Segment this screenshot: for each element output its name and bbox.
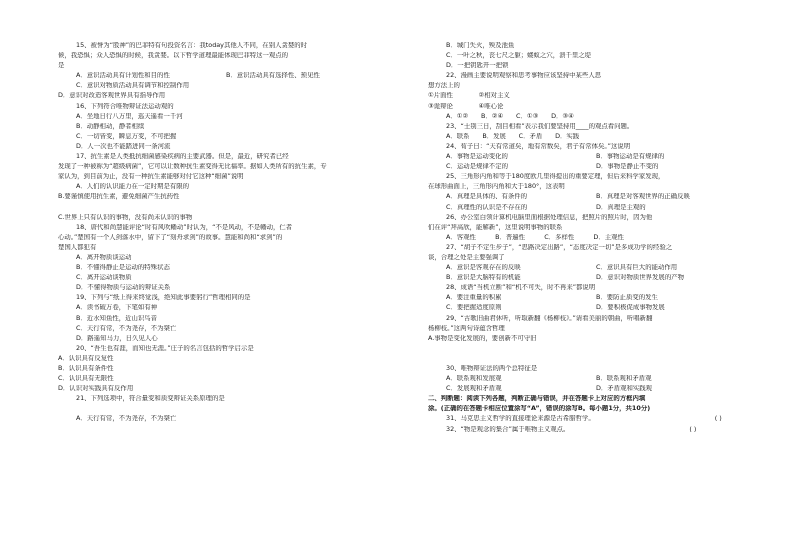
option-text: D．矛盾观和实践观 <box>596 385 653 393</box>
option-text: C．运动是规律不定的 <box>446 163 508 171</box>
left-line <box>58 214 410 224</box>
line-text: 想方法上的 <box>428 82 460 90</box>
right-line <box>428 264 778 274</box>
line-text: 发现了一种被称为“超级病菌”，它可以让数种抗生素变得无比福率。据如人类所有的抗生素，专 <box>58 163 327 171</box>
line-text: 16、下列符合唯物辩证法运动观的 <box>76 102 174 110</box>
right-line <box>428 123 778 133</box>
right-line <box>428 415 778 425</box>
left-line <box>58 355 410 365</box>
option-text: B．真理是对客观世界的正确反映 <box>596 193 690 201</box>
right-line <box>428 254 778 264</box>
left-line <box>58 113 410 123</box>
line-text: B．近水知鱼性，近山识鸟音 <box>76 314 158 322</box>
line-text: D．一把钥匙开一把锁 <box>446 62 509 70</box>
line-text: 24、荀子曰：“天有常道矣，地有常数矣，君子有常体矣。”这说明 <box>446 142 631 150</box>
option-text: A．要注重量的积累 <box>446 294 502 302</box>
line-text: 22、漫画主要说明观察和思考事物应该坚持中某些人思 <box>446 72 602 80</box>
line-text: 19、下列与“纸上得来终觉浅，绝知此事要躬行”哲理相同的是 <box>76 294 251 302</box>
right-line <box>428 335 778 345</box>
left-line <box>58 153 410 163</box>
right-line <box>428 395 778 405</box>
line-text: C.世界上只有认识的事物，没有尚未认识的事物 <box>58 213 193 221</box>
line-text: 家认为，到目前为止，没有一种抗生素能够对付它这种“细菌”说明 <box>58 173 244 181</box>
right-line <box>428 204 778 214</box>
line-text: 15、被誉为“股神”的巴菲特有句投资名言：我today其他人不同，在别人贪婪的时 <box>76 42 308 49</box>
right-line <box>428 183 778 193</box>
right-line <box>428 133 778 143</box>
left-line <box>58 254 410 264</box>
right-line <box>428 234 778 244</box>
right-line <box>428 284 778 294</box>
option-text: C．意识具有巨大的能动作用 <box>596 264 678 272</box>
left-line <box>58 315 410 325</box>
right-line <box>428 325 778 335</box>
line-text: C．天行有常，不为尧存，不为桀亡 <box>76 324 177 332</box>
left-line <box>58 143 410 153</box>
right-line <box>428 274 778 284</box>
left-line <box>58 375 410 385</box>
left-line <box>58 72 410 82</box>
line-text: D．人一次也不能踏进同一条河流 <box>76 142 171 150</box>
option-text: D．意识对物质世界发展的产物 <box>596 274 684 282</box>
line-text: A．联系 B．发展 C．矛盾 D．实践 <box>446 132 580 140</box>
left-line <box>58 405 410 415</box>
right-line <box>428 193 778 203</box>
line-text: ①片面性 ②相对主义 <box>428 92 510 100</box>
left-line <box>58 52 410 62</box>
left-line <box>58 163 410 173</box>
right-line <box>428 375 778 385</box>
left-line <box>58 133 410 143</box>
left-line <box>58 224 410 234</box>
left-line <box>58 325 410 335</box>
line-text: 楚国人都犯有 <box>58 243 97 251</box>
line-text: B．不懂得静止是运动的特殊状态 <box>76 264 170 272</box>
line-text: C．离开运动谈物质 <box>76 274 132 282</box>
line-text: A．①② B．②④ C．①③ D．③④ <box>446 112 574 120</box>
right-line <box>428 92 778 102</box>
line-text: D．意识对改造客观世界具有指导作用 <box>58 92 166 100</box>
line-text: A．读书破万卷，下笔如有神 <box>76 304 158 312</box>
left-line <box>58 103 410 113</box>
right-line <box>428 405 778 415</box>
line-text: 18、唐代和尚慧能评论“时有风吹幡动”时认为，“不是风动，不是幡动，仁者 <box>76 223 293 231</box>
left-line <box>58 395 410 405</box>
line-text: 们在评“拜高欣，能解新”，这里说明事物的联系 <box>428 223 563 231</box>
option-text: C．发展观和矛盾观 <box>446 385 502 393</box>
right-line <box>428 244 778 254</box>
option-text: B．事物运动是有规律的 <box>596 153 665 161</box>
line-text: 29、“古歌旧曲君休听，听取新翻《杨柳枝》。”请看美丽的朝曲，听唱新翻 <box>446 314 653 322</box>
left-column <box>58 42 410 426</box>
left-line <box>58 415 410 425</box>
option-text: A．事物是运动变化的 <box>446 153 508 161</box>
right-line <box>428 304 778 314</box>
right-line <box>428 113 778 123</box>
line-text: 17、抗生素是人类抵抗细菌感染疾病的主要武器。但是，最近，研究者已经 <box>76 153 289 161</box>
left-line <box>58 365 410 375</box>
left-line <box>58 234 410 244</box>
right-line <box>428 345 778 355</box>
left-line <box>58 335 410 345</box>
right-line <box>428 82 778 92</box>
option-text: B．意识活动具有选择性、预见性 <box>226 72 320 80</box>
line-text: D．不懂得物质与运动的辩证关系 <box>76 284 171 292</box>
right-line <box>428 153 778 163</box>
line-text: 31、马克思主义哲学的直接理论来源是古希腊哲学。 <box>446 415 595 423</box>
option-text: C．要把握适度原则 <box>446 304 502 312</box>
line-text: 30、唯物辩证法的两个总特征是 <box>446 365 538 372</box>
line-text: ③诡辩论 ④唯心论 <box>428 102 504 110</box>
line-text: A．天行有常，不为尧存，不为桀亡 <box>76 415 177 423</box>
left-line <box>58 345 410 355</box>
line-text: C．一切皆变，瞬息万变，不可把握 <box>76 132 177 140</box>
option-text: D．要积极促成事物发展 <box>596 304 665 312</box>
left-line <box>58 385 410 395</box>
line-text: B.要谨慎使用抗生素，避免细菌产生抗药性 <box>58 193 180 201</box>
line-text: A．客观性 B．普遍性 C．多样性 D．主观性 <box>446 233 624 241</box>
right-line <box>428 62 778 72</box>
line-text: 是 <box>58 62 65 70</box>
line-text: 28、成语“当机立断”和“机不可失，时不再来”都说明 <box>446 284 596 292</box>
right-line <box>428 224 778 234</box>
line-text: 23、“士别三日，刮目相看”表示我们要坚持用____的观点看问题。 <box>446 122 634 130</box>
left-line <box>58 204 410 214</box>
line-text: 杨柳枝。”这两句诗蕴含哲理 <box>428 324 505 332</box>
line-text: D．路遥知马力，日久见人心 <box>76 334 158 342</box>
line-text: 涂。(正确的在答题卡相应位置涂写“A”，错误的涂写B。每小题1分，共10分) <box>428 405 651 413</box>
left-line <box>58 274 410 284</box>
line-text: 26、办公室白领计算机电脑里面根据处理信息，把照片的照片时，因为他 <box>446 213 653 221</box>
right-line <box>428 173 778 183</box>
line-text: 20、“吾生也有涯，而知也无涯。”庄子的名言包括的哲学启示是 <box>76 344 254 352</box>
line-text: 心动。”楚国有一个人剑落水中，留下了“刻舟求剑”的故事。慧能和尚和“求剑”的 <box>58 233 283 241</box>
right-line <box>428 214 778 224</box>
line-text: C．认识具有无限性 <box>58 375 114 383</box>
line-text: A．坐地日行八万里，巡天遥看一千河 <box>76 112 183 120</box>
left-line <box>58 183 410 193</box>
line-text: C．意识对物质活动具有调节和控制作用 <box>76 82 190 90</box>
left-line <box>58 92 410 102</box>
line-text: B．认识具有条件性 <box>58 365 114 372</box>
right-line <box>428 52 778 62</box>
left-line <box>58 123 410 133</box>
right-line <box>428 426 778 436</box>
right-line <box>428 143 778 153</box>
option-text: A．真理是具体的、有条件的 <box>446 193 528 201</box>
right-line <box>428 365 778 375</box>
line-text: A．离开物质谈运动 <box>76 253 132 261</box>
line-text: A．人们的认识能力在一定时期是有限的 <box>76 183 190 191</box>
left-line <box>58 62 410 72</box>
option-text: B．要防止质变的发生 <box>596 294 658 302</box>
right-line <box>428 42 778 52</box>
right-column <box>428 42 778 436</box>
left-line <box>58 264 410 274</box>
line-text: B．动静相动，静者相续 <box>76 122 145 130</box>
line-text: D．认识对实践具有反作用 <box>58 385 134 393</box>
option-text: B．联系观和矛盾观 <box>596 375 652 383</box>
left-line <box>58 82 410 92</box>
answer-bracket: ( ) <box>714 415 722 423</box>
line-text: 25、三角形内角和等于180度欧几里得提出的重要定理，但后来科学家发现， <box>446 173 665 181</box>
line-text: 32、“物是观念的集合”属于唯物主义观点。 <box>446 425 570 433</box>
right-line <box>428 315 778 325</box>
left-line <box>58 244 410 254</box>
option-text: A．意识是客观存在的反映 <box>446 264 521 272</box>
option-text: A．联系观和发展观 <box>446 375 502 383</box>
line-text: 在球形曲面上，三角形内角和大于180°，这表明 <box>428 183 565 191</box>
right-line <box>428 103 778 113</box>
option-text: D．事物是静止不变的 <box>596 163 659 171</box>
line-text: 谈，合理之处是主要强调了 <box>428 253 505 261</box>
left-line <box>58 284 410 294</box>
line-text: 二、判断题：阅读下列各题，判断正确与错误，并在答题卡上对应的方框内填 <box>428 395 646 403</box>
line-text: A．认识具有反复性 <box>58 354 114 362</box>
line-text: A.事物是变化发展的，要创新不可守旧 <box>428 334 537 342</box>
left-line <box>58 294 410 304</box>
right-line <box>428 355 778 365</box>
right-line <box>428 385 778 395</box>
left-line <box>58 304 410 314</box>
option-text: D．真理是主观的 <box>596 203 646 211</box>
left-line <box>58 173 410 183</box>
option-text: C．真理性的认识是不存在的 <box>446 203 528 211</box>
left-line <box>58 193 410 203</box>
line-text: 21、下列选项中，符合量变和质变辩证关系原理的是 <box>76 395 225 403</box>
option-text: B．意识是大脑特有的机能 <box>446 274 521 282</box>
line-text: B．城门失火，殃及池鱼 <box>446 42 515 49</box>
left-line <box>58 42 410 52</box>
right-line <box>428 294 778 304</box>
right-line <box>428 72 778 82</box>
answer-bracket: ( ) <box>689 425 697 433</box>
line-text: C．一叶之秋，丧七尺之躯；蝼蚁之穴，溃千里之堤 <box>446 52 592 60</box>
line-text: 27、“胡子不定生步子”，“思路决定出路”，“态度决定一切”是多成功学的经验之 <box>446 243 673 251</box>
option-text: A．意识活动具有计划性和目的性 <box>76 72 170 80</box>
line-text: 候，我恐惧；众人恐惧的时候，我贪婪。以下哲学道理最能体现巴菲特这一观点的 <box>58 52 289 60</box>
right-line <box>428 163 778 173</box>
